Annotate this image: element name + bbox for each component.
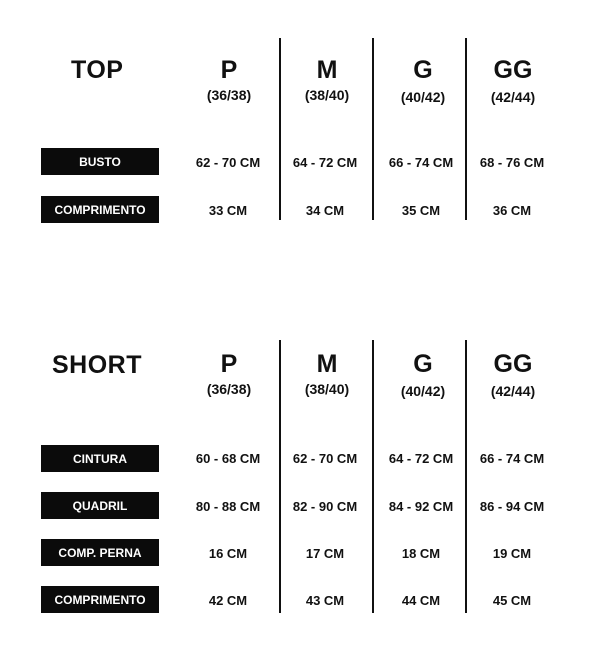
short-cell-cintura-m: 62 - 70 CM (292, 451, 358, 466)
short-cell-comprimento-m: 43 CM (305, 593, 345, 608)
short-column-divider (372, 340, 374, 613)
top-column-divider (279, 38, 281, 220)
top-size-letter-p: P (220, 56, 238, 84)
short-size-range-g: (40/42) (400, 383, 446, 399)
short-row-label-cintura: CINTURA (41, 445, 159, 472)
short-row-label-quadril: QUADRIL (41, 492, 159, 519)
top-cell-busto-m: 64 - 72 CM (292, 155, 358, 170)
top-cell-comprimento-gg: 36 CM (492, 203, 532, 218)
short-cell-quadril-g: 84 - 92 CM (388, 499, 454, 514)
short-cell-comprimento-gg: 45 CM (492, 593, 532, 608)
top-size-letter-g: G (413, 56, 433, 84)
short-cell-quadril-gg: 86 - 94 CM (479, 499, 545, 514)
short-cell-comp-perna-p: 16 CM (208, 546, 248, 561)
top-size-range-gg: (42/44) (490, 89, 536, 105)
top-size-letter-gg: GG (493, 56, 533, 84)
short-column-divider (465, 340, 467, 613)
short-size-range-p: (36/38) (206, 381, 252, 397)
short-size-letter-p: P (220, 350, 238, 378)
short-row-label-comp-perna: COMP. PERNA (41, 539, 159, 566)
short-column-divider (279, 340, 281, 613)
top-row-label-comprimento: COMPRIMENTO (41, 196, 159, 223)
short-table-title: SHORT (52, 351, 142, 379)
short-size-letter-g: G (413, 350, 433, 378)
short-size-range-m: (38/40) (304, 381, 350, 397)
top-cell-busto-gg: 68 - 76 CM (479, 155, 545, 170)
top-cell-comprimento-m: 34 CM (305, 203, 345, 218)
top-row-label-busto: BUSTO (41, 148, 159, 175)
top-size-range-m: (38/40) (304, 87, 350, 103)
top-column-divider (372, 38, 374, 220)
short-cell-quadril-p: 80 - 88 CM (195, 499, 261, 514)
top-size-range-g: (40/42) (400, 89, 446, 105)
top-table-title: TOP (71, 56, 124, 84)
top-cell-busto-p: 62 - 70 CM (195, 155, 261, 170)
top-cell-busto-g: 66 - 74 CM (388, 155, 454, 170)
short-cell-comprimento-g: 44 CM (401, 593, 441, 608)
short-cell-cintura-g: 64 - 72 CM (388, 451, 454, 466)
short-cell-comp-perna-m: 17 CM (305, 546, 345, 561)
short-row-label-comprimento: COMPRIMENTO (41, 586, 159, 613)
top-cell-comprimento-p: 33 CM (208, 203, 248, 218)
short-cell-cintura-gg: 66 - 74 CM (479, 451, 545, 466)
short-size-letter-gg: GG (493, 350, 533, 378)
short-cell-cintura-p: 60 - 68 CM (195, 451, 261, 466)
short-size-letter-m: M (316, 350, 338, 378)
short-cell-comprimento-p: 42 CM (208, 593, 248, 608)
top-size-range-p: (36/38) (206, 87, 252, 103)
short-cell-comp-perna-gg: 19 CM (492, 546, 532, 561)
top-size-letter-m: M (316, 56, 338, 84)
short-cell-quadril-m: 82 - 90 CM (292, 499, 358, 514)
short-size-range-gg: (42/44) (490, 383, 536, 399)
short-cell-comp-perna-g: 18 CM (401, 546, 441, 561)
top-cell-comprimento-g: 35 CM (401, 203, 441, 218)
